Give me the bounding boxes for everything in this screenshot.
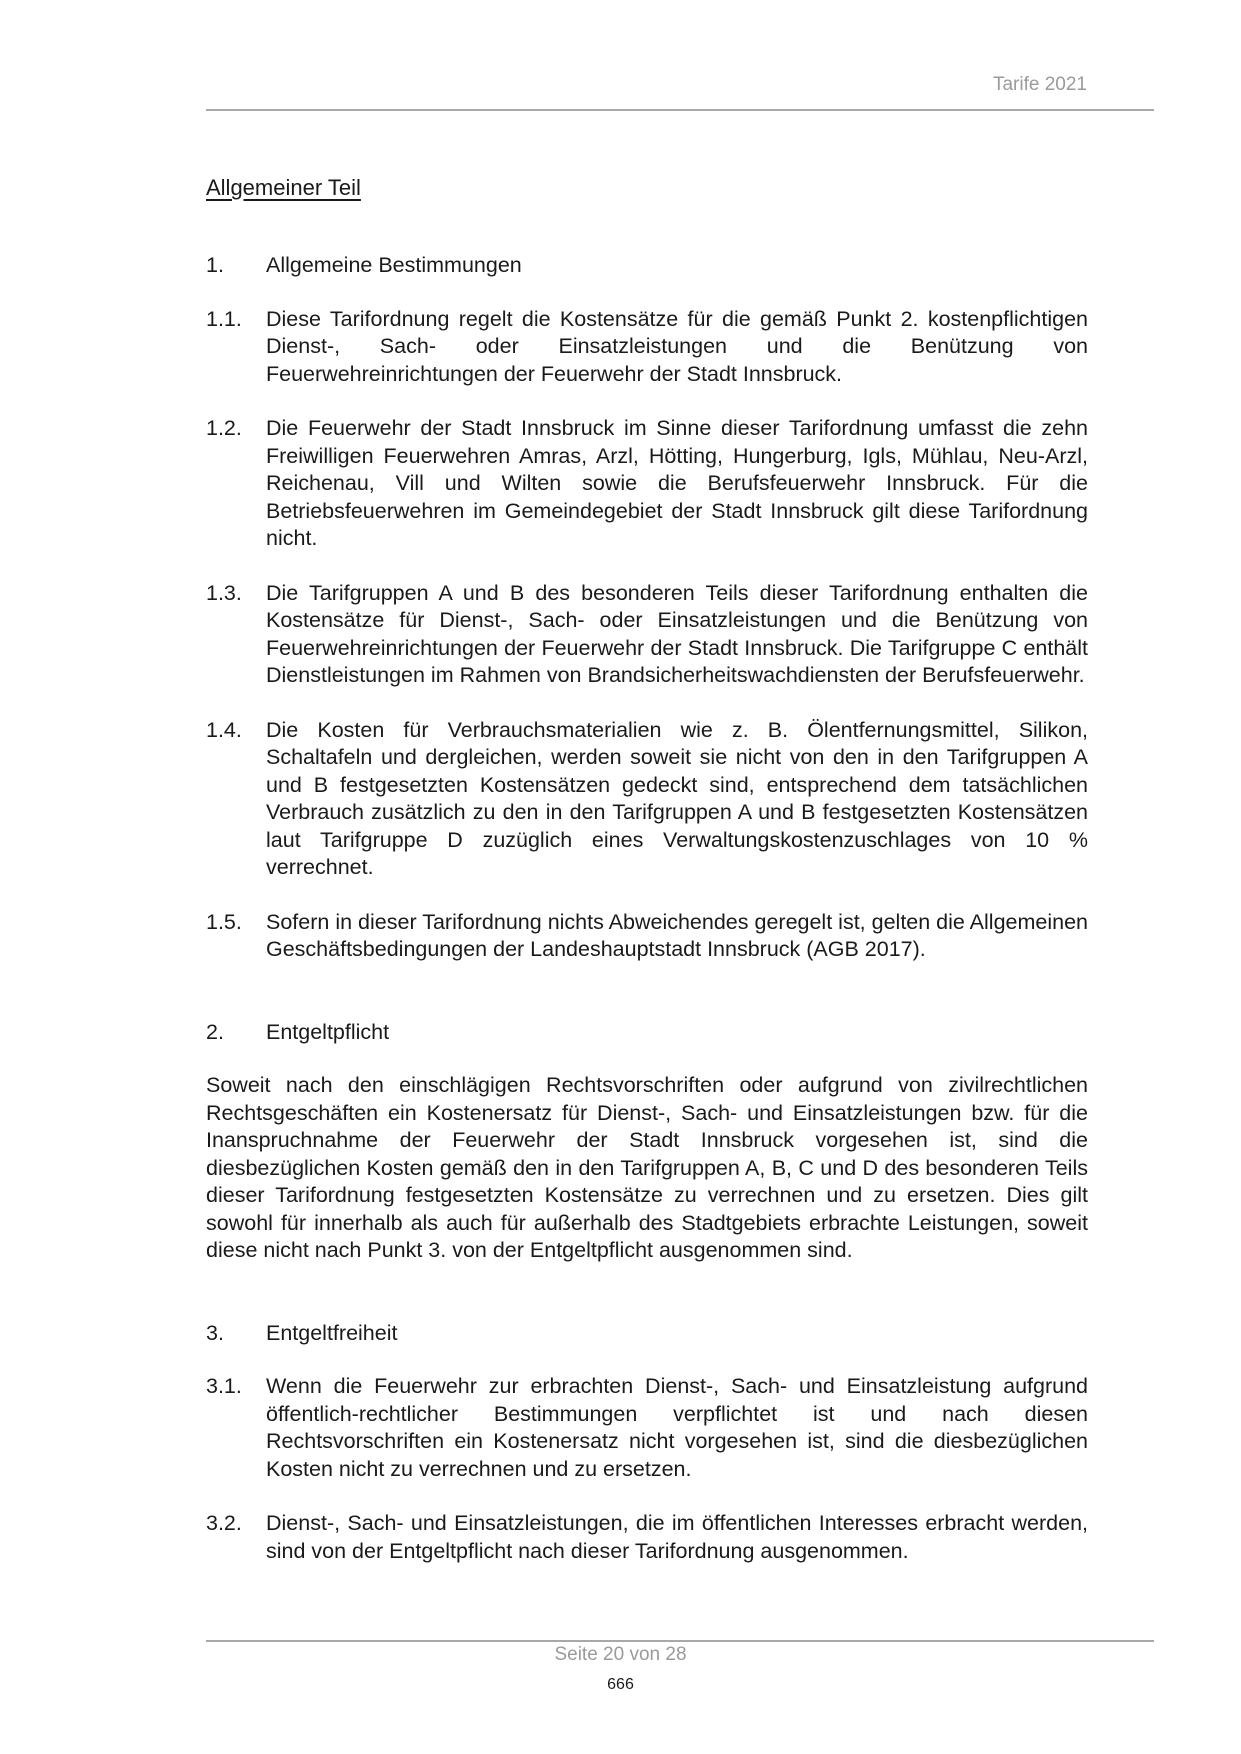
clause-number: 3.2. (206, 1511, 242, 1535)
clause-number: 1.2. (206, 416, 242, 440)
footer-page-label: Seite 20 von 28 (554, 1644, 687, 1665)
section-heading-text: Allgemeine Bestimmungen (266, 253, 522, 277)
footer-divider (206, 1640, 1154, 1642)
section-heading-2 (206, 1019, 1088, 1047)
clause-3-1 (206, 1373, 1088, 1483)
clause-1-4 (206, 717, 1088, 882)
clause-number: 3.1. (206, 1374, 242, 1398)
clause-text: Diese Tarifordnung regelt die Kostensätze für die gemäß Punkt 2. kostenpflichtigen Dienst-, Sach- oder Einsatzleistungen und die Benützung von Feuerwehreinrichtungen der Feuerwehr der Stadt Innsbruck. (266, 306, 1088, 386)
clause-number: 1.5. (206, 909, 242, 934)
clause-1-3 (206, 580, 1088, 690)
footer-page-number: 666 (607, 1676, 634, 1693)
section-number: 1. (206, 253, 224, 277)
clause-text: Die Feuerwehr der Stadt Innsbruck im Sinne dieser Tarifordnung umfasst die zehn Freiwilligen Feuerwehren Amras, Arzl, Hötting, Hungerburg, Igls, Mühlau, Neu-Arzl, Reichenau, Vill und Wilten sowie die Berufsfeuerwehr Innsbruck. Für die Betriebsfeuerwehren im Gemeindegebiet der Stadt Innsbruck gilt diese Tarifordnung nicht. (266, 416, 1088, 550)
section-2-paragraph: Soweit nach den einschlägigen Rechtsvorschriften oder aufgrund von zivilrechtlichen Rechtsgeschäften ein Kostenersatz für Dienst-, Sach- und Einsatzleistungen bzw. für die Inanspruchnahme der Feuerwehr der Stadt Innsbruck vorgesehen ist, sind die diesbezüglichen Kosten gemäß den in den Tarifgruppen A, B, C und D des besonderen Teils dieser Tarifordnung festgesetzten Kostensätze zu verrechnen und zu ersetzen. Dies gilt sowohl für innerhalb als auch für außerhalb des Stadtgebiets erbrachte Leistungen, soweit diese nicht nach Punkt 3. von der Entgeltpflicht ausgenommen sind. (206, 1073, 1088, 1262)
clause-3-2 (206, 1510, 1088, 1565)
section-number: 2. (206, 1019, 224, 1044)
clause-text: Die Tarifgruppen A und B des besonderen Teils dieser Tarifordnung enthalten die Kostensätze für Dienst-, Sach- oder Einsatzleistungen und die Benützung von Feuerwehreinrichtungen der Feuerwehr der Stadt Innsbruck. Die Tarifgruppe C enthält Dienstleistungen im Rahmen von Brandsicherheitswachdiensten der Berufsfeuerwehr. (266, 580, 1088, 687)
clause-text: Die Kosten für Verbrauchsmaterialien wie z. B. Ölentfernungsmittel, Silikon, Schaltafeln und dergleichen, werden soweit sie nicht von den in den Tarifgruppen A und B festgesetzten Kostensätzen gedeckt sind, entsprechend dem tatsächlichen Verbrauch zusätzlich zu den in den Tarifgruppen A und B festgesetzten Kostensätzen laut Tarifgruppe D zuzüglich eines Verwaltungskostenzuschlages von 10 % verrechnet. (266, 717, 1088, 879)
clause-number: 1.1. (206, 306, 242, 331)
clause-text: Dienst-, Sach- und Einsatzleistungen, die im öffentlichen Interesses erbracht werden, sind von der Entgeltpflicht nach dieser Tarifordnung ausgenommen. (266, 1511, 1088, 1563)
document-body (206, 252, 1088, 1565)
section-heading-text: Entgeltfreiheit (266, 1320, 398, 1345)
section-heading-3 (206, 1320, 1088, 1348)
header-divider (206, 109, 1154, 111)
clause-number: 1.3. (206, 580, 242, 605)
clause-1-2 (206, 415, 1088, 553)
section-heading-text: Entgeltpflicht (266, 1019, 390, 1044)
clause-1-5 (206, 909, 1088, 964)
clause-text: Wenn die Feuerwehr zur erbrachten Dienst-, Sach- und Einsatzleistung aufgrund öffentlich-rechtlicher Bestimmungen verpflichtet ist und nach diesen Rechtsvorschriften ein Kostenersatz nicht vorgesehen ist, sind die diesbezüglichen Kosten nicht zu verrechnen und zu ersetzen. (266, 1374, 1088, 1481)
clause-number: 1.4. (206, 717, 242, 742)
section-title: Allgemeiner Teil (206, 175, 361, 200)
clause-text: Sofern in dieser Tarifordnung nichts Abweichendes geregelt ist, gelten die Allgemeinen Geschäftsbedingungen der Landeshauptstadt Innsbruck (AGB 2017). (266, 909, 1088, 961)
clause-1-1 (206, 306, 1088, 389)
section-number: 3. (206, 1320, 224, 1345)
header-title: Tarife 2021 (992, 74, 1087, 95)
section-heading-1 (206, 252, 1088, 280)
